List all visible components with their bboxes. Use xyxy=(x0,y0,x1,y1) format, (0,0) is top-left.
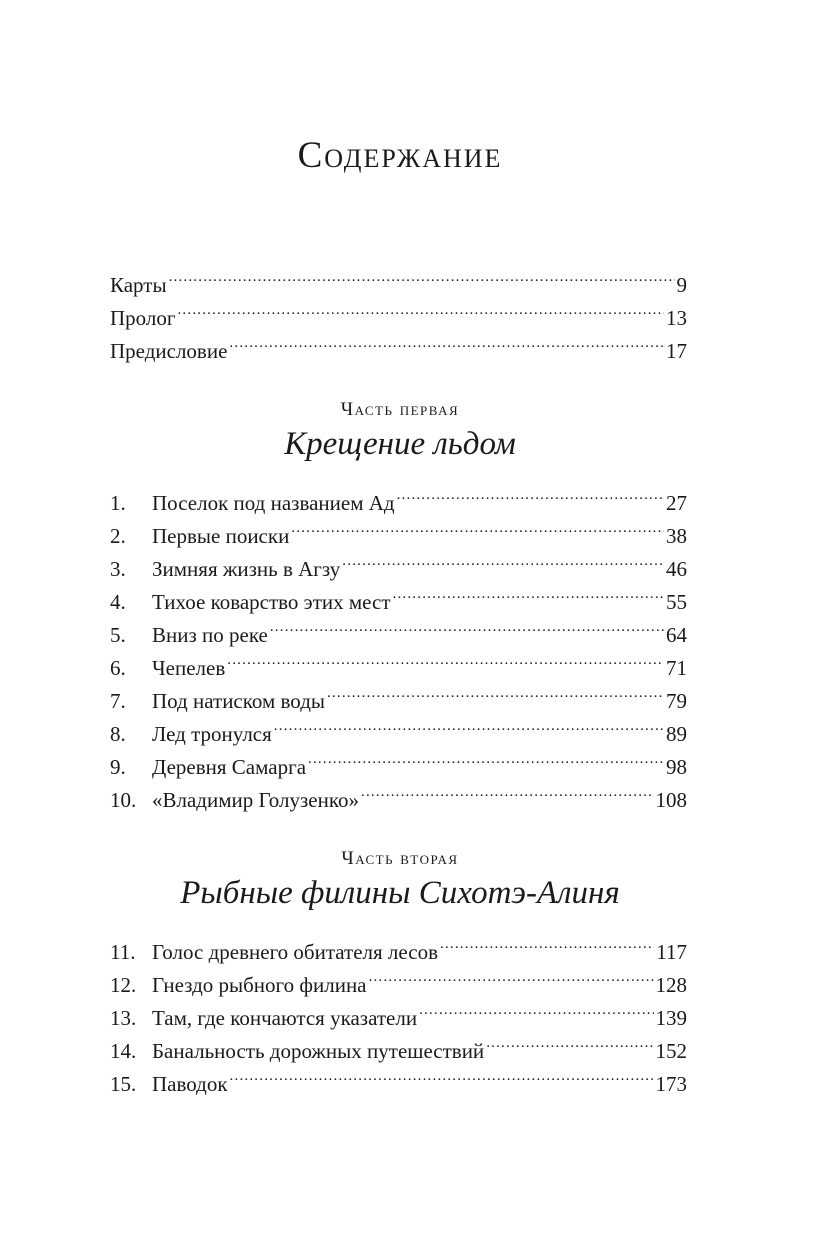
dot-leader xyxy=(274,708,664,741)
chapter-page: 38 xyxy=(666,524,687,548)
dot-leader xyxy=(486,1025,653,1058)
chapter-title: Гнездо рыбного филина xyxy=(152,973,367,997)
chapter-title: Голос древнего обитателя лесов xyxy=(152,940,438,964)
dot-leader xyxy=(327,675,664,708)
dot-leader xyxy=(227,642,664,675)
page-title: Содержание xyxy=(297,135,503,176)
chapter-page: 139 xyxy=(655,1006,687,1030)
part-two-heading xyxy=(0,847,800,915)
part-one-heading xyxy=(0,398,800,466)
toc-entry[interactable] xyxy=(110,292,687,330)
chapter-page: 64 xyxy=(666,623,687,647)
part-title: Рыбные филины Сихотэ-Алиня xyxy=(180,875,620,911)
part-one-chapters xyxy=(110,477,687,812)
chapter-page: 79 xyxy=(666,689,687,713)
chapter-number: 11. xyxy=(110,940,136,964)
toc-entry-page: 13 xyxy=(666,306,687,330)
chapter-entry[interactable] xyxy=(110,477,687,515)
chapter-page: 152 xyxy=(655,1039,687,1063)
dot-leader xyxy=(361,774,654,807)
dot-leader xyxy=(291,510,664,543)
toc-entry-page: 9 xyxy=(676,273,687,297)
chapter-number: 15. xyxy=(110,1072,137,1096)
chapter-page: 55 xyxy=(666,590,687,614)
chapter-number: 13. xyxy=(110,1006,137,1030)
chapter-title: Банальность дорожных путешествий xyxy=(152,1039,485,1063)
dot-leader xyxy=(308,741,664,774)
chapter-entry[interactable] xyxy=(110,926,687,964)
dot-leader xyxy=(229,325,664,358)
dot-leader xyxy=(177,292,664,325)
front-matter-list xyxy=(110,259,687,363)
toc-entry-title: Предисловие xyxy=(110,339,228,363)
chapter-title: Там, где кончаются указатели xyxy=(152,1006,418,1030)
chapter-page: 89 xyxy=(666,722,687,746)
chapter-number: 10. xyxy=(110,788,137,812)
chapter-number: 4. xyxy=(110,590,126,614)
chapter-page: 27 xyxy=(666,491,687,515)
dot-leader xyxy=(393,576,665,609)
chapter-page: 128 xyxy=(655,973,687,997)
chapter-page: 117 xyxy=(656,940,687,964)
chapter-number: 2. xyxy=(110,524,126,548)
toc-entry[interactable] xyxy=(110,259,687,297)
chapter-page: 71 xyxy=(666,656,687,680)
chapter-title: «Владимир Голузенко» xyxy=(152,788,359,812)
chapter-number: 6. xyxy=(110,656,126,680)
chapter-title: Тихое коварство этих мест xyxy=(152,590,391,614)
chapter-title: Первые поиски xyxy=(152,524,290,548)
part-title: Крещение льдом xyxy=(284,426,516,462)
chapter-number: 8. xyxy=(110,722,126,746)
chapter-title: Вниз по реке xyxy=(152,623,268,647)
dot-leader xyxy=(397,477,664,510)
chapter-page: 46 xyxy=(666,557,687,581)
chapter-page: 173 xyxy=(655,1072,687,1096)
dot-leader xyxy=(440,926,654,959)
chapter-number: 5. xyxy=(110,623,126,647)
chapter-number: 7. xyxy=(110,689,126,713)
chapter-title: Деревня Самарга xyxy=(152,755,307,779)
chapter-title: Под натиском воды xyxy=(152,689,325,713)
chapter-page: 98 xyxy=(666,755,687,779)
dot-leader xyxy=(270,609,664,642)
toc-entry-title: Карты xyxy=(110,273,167,297)
chapter-title: Поселок под названием Ад xyxy=(152,491,395,515)
chapter-title: Зимняя жизнь в Агзу xyxy=(152,557,341,581)
dot-leader xyxy=(169,259,675,292)
toc-entry-title: Пролог xyxy=(110,306,176,330)
chapter-title: Паводок xyxy=(152,1072,228,1096)
chapter-number: 3. xyxy=(110,557,126,581)
dot-leader xyxy=(230,1058,654,1091)
chapter-page: 108 xyxy=(655,788,687,812)
dot-leader xyxy=(369,959,654,992)
chapter-title: Чепелев xyxy=(152,656,226,680)
part-label: Часть первая xyxy=(340,399,460,420)
chapter-number: 9. xyxy=(110,755,126,779)
dot-leader xyxy=(342,543,664,576)
toc-entry-page: 17 xyxy=(666,339,687,363)
chapter-number: 12. xyxy=(110,973,137,997)
chapter-number: 1. xyxy=(110,491,126,515)
part-label: Часть вторая xyxy=(341,848,459,869)
toc-entry[interactable] xyxy=(110,325,687,363)
dot-leader xyxy=(419,992,653,1025)
part-two-chapters xyxy=(110,926,687,1096)
chapter-number: 14. xyxy=(110,1039,137,1063)
chapter-title: Лед тронулся xyxy=(152,722,272,746)
